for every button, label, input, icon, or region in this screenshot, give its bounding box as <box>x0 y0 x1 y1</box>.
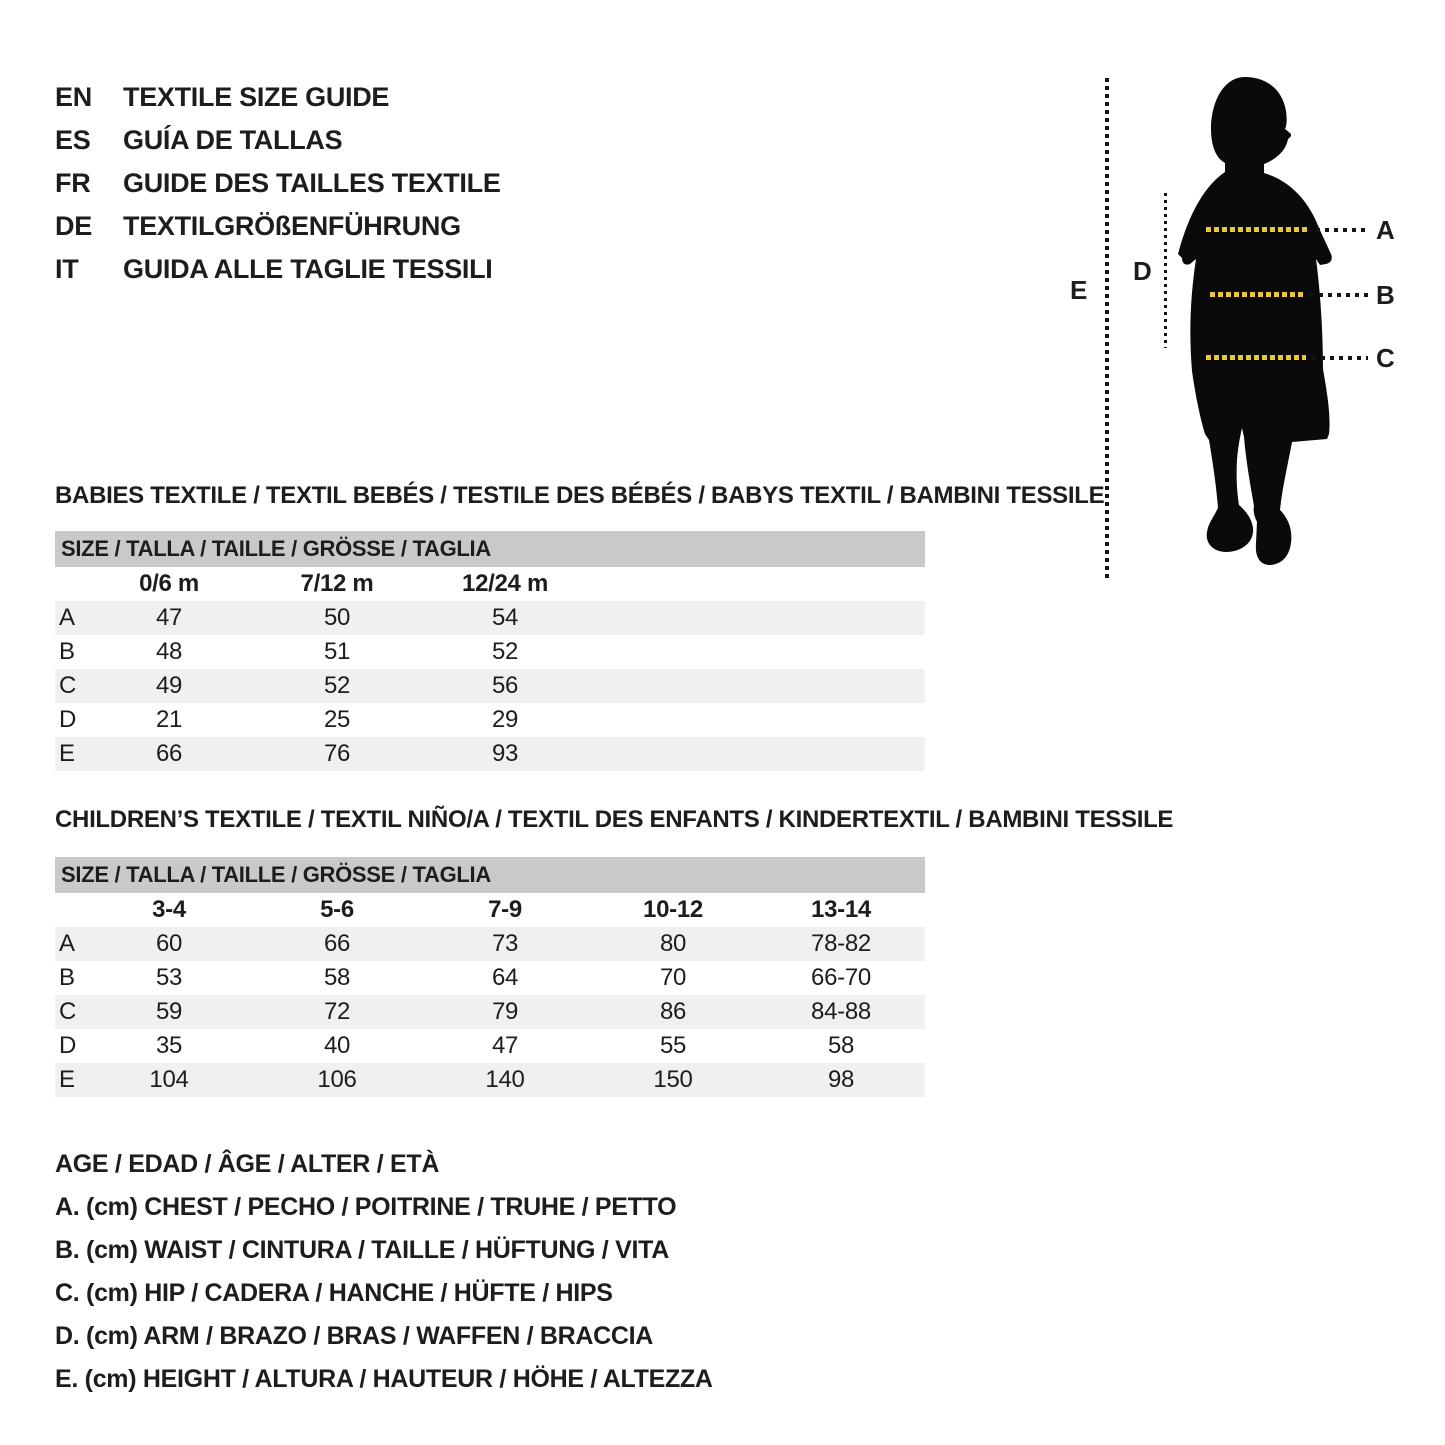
children-section-heading: CHILDREN’S TEXTILE / TEXTIL NIÑO/A / TEXTIL DES ENFANTS / KINDERTEXTIL / BAMBINI TESSILE <box>55 806 1174 833</box>
row-label: E <box>59 740 75 767</box>
children-size-table <box>55 857 925 1097</box>
hip-dotted-extension <box>1312 356 1368 360</box>
row-label: A <box>59 604 75 631</box>
table-row: C 49 52 56 <box>55 669 925 703</box>
lang-code: EN <box>55 82 92 112</box>
table-row: A 60 66 73 80 78-82 <box>55 927 925 961</box>
column-header: 7/12 m <box>300 570 374 597</box>
chest-dotted-extension <box>1316 228 1368 232</box>
title-row-it <box>55 248 501 291</box>
children-column-header-row <box>55 893 925 927</box>
figure-label-e: E <box>1070 275 1088 305</box>
size-header-bar: SIZE / TALLA / TAILLE / GRÖSSE / TAGLIA <box>55 531 925 567</box>
legend-line-waist: B. (cm) WAIST / CINTURA / TAILLE / HÜFTUNG / VITA <box>55 1236 669 1264</box>
row-label: C <box>59 998 77 1025</box>
page-title-fr: GUIDE DES TAILLES TEXTILE <box>123 168 501 198</box>
row-label: B <box>59 964 75 991</box>
title-row-en <box>55 76 501 119</box>
lang-code: DE <box>55 211 92 241</box>
table-row: B 48 51 52 <box>55 635 925 669</box>
row-label: C <box>59 672 77 699</box>
lang-code: IT <box>55 254 79 284</box>
title-row-es <box>55 119 501 162</box>
measurement-legend <box>55 1143 713 1401</box>
row-label: A <box>59 930 75 957</box>
table-row: A 47 50 54 <box>55 601 925 635</box>
table-row: D 21 25 29 <box>55 703 925 737</box>
column-header: 13-14 <box>811 896 871 923</box>
hip-dash-line <box>1206 355 1306 360</box>
column-header: 10-12 <box>643 896 703 923</box>
column-header: 3-4 <box>152 896 186 923</box>
babies-size-table <box>55 531 925 771</box>
size-header-bar: SIZE / TALLA / TAILLE / GRÖSSE / TAGLIA <box>55 857 925 893</box>
row-label: D <box>59 706 77 733</box>
child-silhouette <box>1170 75 1350 575</box>
babies-column-header-row <box>55 567 925 601</box>
column-header: 7-9 <box>488 896 522 923</box>
table-row: E 66 76 93 <box>55 737 925 771</box>
lang-code: ES <box>55 125 91 155</box>
table-row: D 35 40 47 55 58 <box>55 1029 925 1063</box>
row-label: B <box>59 638 75 665</box>
lang-code: FR <box>55 168 91 198</box>
page-title-de: TEXTILGRÖßENFÜHRUNG <box>123 211 461 241</box>
figure-label-a: A <box>1376 215 1395 245</box>
arm-measure-line-d <box>1164 193 1167 348</box>
waist-dotted-extension <box>1310 293 1368 297</box>
legend-line-age: AGE / EDAD / ÂGE / ALTER / ETÀ <box>55 1150 440 1178</box>
row-label: D <box>59 1032 77 1059</box>
figure-label-d: D <box>1133 256 1152 286</box>
table-row: B 53 58 64 70 66-70 <box>55 961 925 995</box>
page-title-it: GUIDA ALLE TAGLIE TESSILI <box>123 254 493 284</box>
legend-line-chest: A. (cm) CHEST / PECHO / POITRINE / TRUHE / PETTO <box>55 1193 677 1221</box>
chest-dash-line <box>1206 227 1310 232</box>
legend-line-height: E. (cm) HEIGHT / ALTURA / HAUTEUR / HÖHE / ALTEZZA <box>55 1365 713 1393</box>
legend-line-arm: D. (cm) ARM / BRAZO / BRAS / WAFFEN / BRACCIA <box>55 1322 654 1350</box>
waist-dash-line <box>1210 292 1304 297</box>
figure-label-c: C <box>1376 343 1395 373</box>
column-header: 5-6 <box>320 896 354 923</box>
table-row: E 104 106 140 150 98 <box>55 1063 925 1097</box>
legend-line-hip: C. (cm) HIP / CADERA / HANCHE / HÜFTE / HIPS <box>55 1279 613 1307</box>
title-row-de <box>55 205 501 248</box>
page-title-es: GUÍA DE TALLAS <box>123 125 343 155</box>
table-row: C 59 72 79 86 84-88 <box>55 995 925 1029</box>
figure-label-b: B <box>1376 280 1395 310</box>
babies-section-heading: BABIES TEXTILE / TEXTIL BEBÉS / TESTILE DES BÉBÉS / BABYS TEXTIL / BAMBINI TESSILE <box>55 482 1105 509</box>
language-title-block <box>55 76 501 291</box>
column-header: 12/24 m <box>462 570 548 597</box>
title-row-fr <box>55 162 501 205</box>
column-header: 0/6 m <box>139 570 199 597</box>
page-title: TEXTILE SIZE GUIDE <box>123 82 390 112</box>
row-label: E <box>59 1066 75 1093</box>
height-measure-line-e <box>1105 78 1109 578</box>
